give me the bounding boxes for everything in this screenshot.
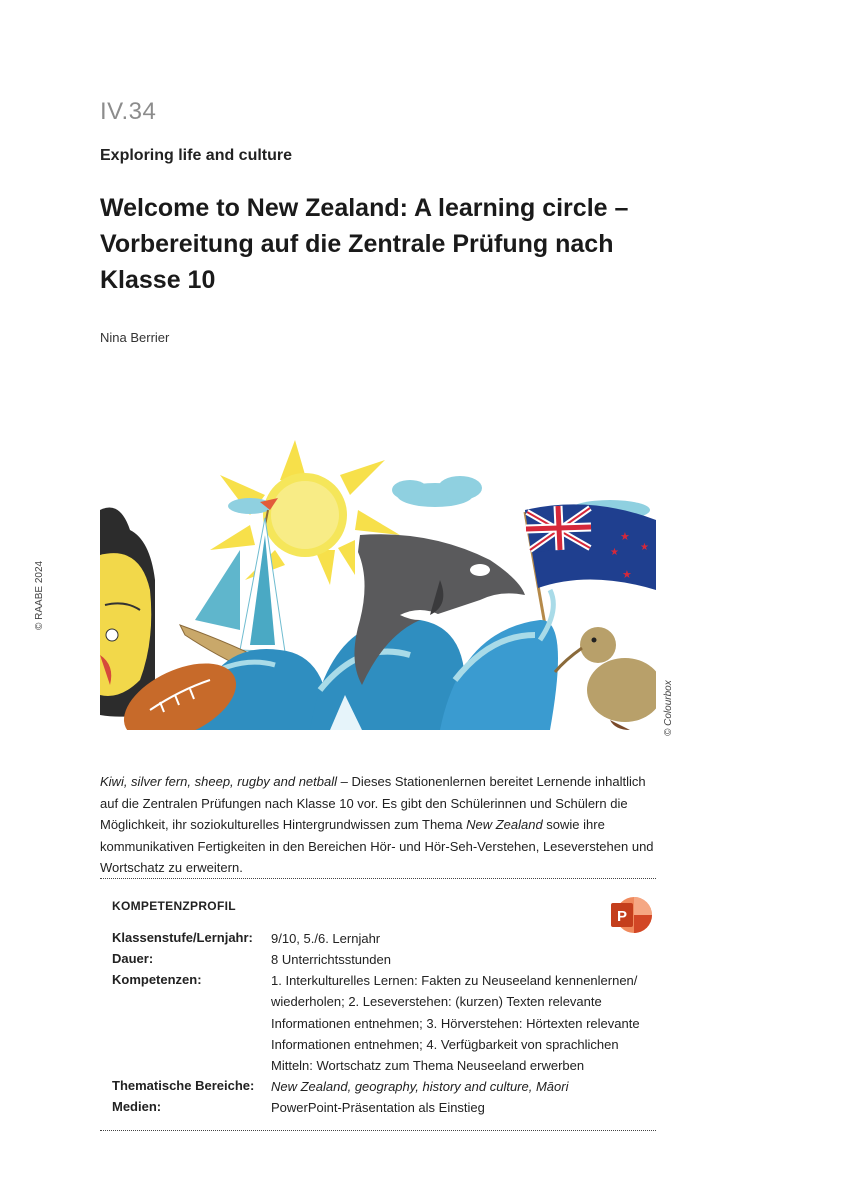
series-title: Exploring life and culture (100, 147, 293, 164)
new-zealand-flag-icon (525, 504, 656, 590)
value-kompetenzen: 1. Interkulturelles Lernen: Fakten zu Neuseeland kennenlernen/ wiederholen; 2. Leseverstehen: (kurzen) Texten relevante Informationen entnehmen; 3. Hörverstehen: Hörtexten relevante Informationen entnehmen; 4. Verfügbarkeit von sprachlichen Mitteln: Wortschatz zum Thema Neuseeland erwerben (271, 973, 640, 1074)
copyright-notice: © RAABE 2024 (34, 560, 45, 630)
divider-bottom (100, 1130, 656, 1131)
intro-paragraph (100, 771, 658, 879)
label-thematische-bereiche: Thematische Bereiche: (112, 1078, 255, 1093)
value-thematische-bereiche: New Zealand, geography, history and culture, Māori (271, 1079, 569, 1094)
image-credit: © Colourbox (663, 680, 674, 736)
label-dauer: Dauer: (112, 951, 154, 966)
profile-heading: KOMPETENZPROFIL (112, 899, 236, 913)
label-kompetenzen: Kompetenzen: (112, 972, 202, 987)
unit-code: IV.34 (100, 98, 157, 125)
label-klassenstufe: Klassenstufe/Lernjahr: (112, 930, 253, 945)
svg-text:★: ★ (620, 530, 630, 543)
svg-text:★: ★ (610, 547, 619, 558)
intro-text-end: sowie ihre kommunikativen Fertigkeiten in den Bereichen Hör- und Hör-Seh-Verstehen, Leseverstehen und Wortschatz zu erweitern. (100, 817, 654, 875)
svg-text:P: P (616, 908, 628, 925)
intro-lead: Kiwi, silver fern, sheep, rugby and netball (100, 774, 338, 789)
main-title: Welcome to New Zealand: A learning circle – Vorbereitung auf die Zentrale Prüfung nach Klasse 10 (100, 194, 629, 294)
value-dauer: 8 Unterrichtsstunden (271, 952, 391, 967)
intro-topic: New Zealand (466, 817, 543, 832)
value-medien: PowerPoint-Präsentation als Einstieg (271, 1100, 485, 1115)
svg-text:★: ★ (640, 542, 649, 553)
author-name: Nina Berrier (100, 330, 170, 345)
kiwi-bird-icon (555, 627, 656, 730)
value-klassenstufe: 9/10, 5./6. Lernjahr (271, 931, 381, 946)
new-zealand-illustration (100, 440, 656, 730)
svg-text:★: ★ (622, 568, 632, 581)
label-medien: Medien: (112, 1099, 162, 1114)
divider-top (100, 878, 656, 879)
intro-text: – Dieses Stationenlernen bereitet Lernende inhaltlich auf die Zentralen Prüfungen nach Klasse 10 vor. Es gibt den Schülerinnen und Schülern die Möglichkeit, ihr soziokulturelles Hintergrundwissen zum Thema (100, 774, 646, 832)
